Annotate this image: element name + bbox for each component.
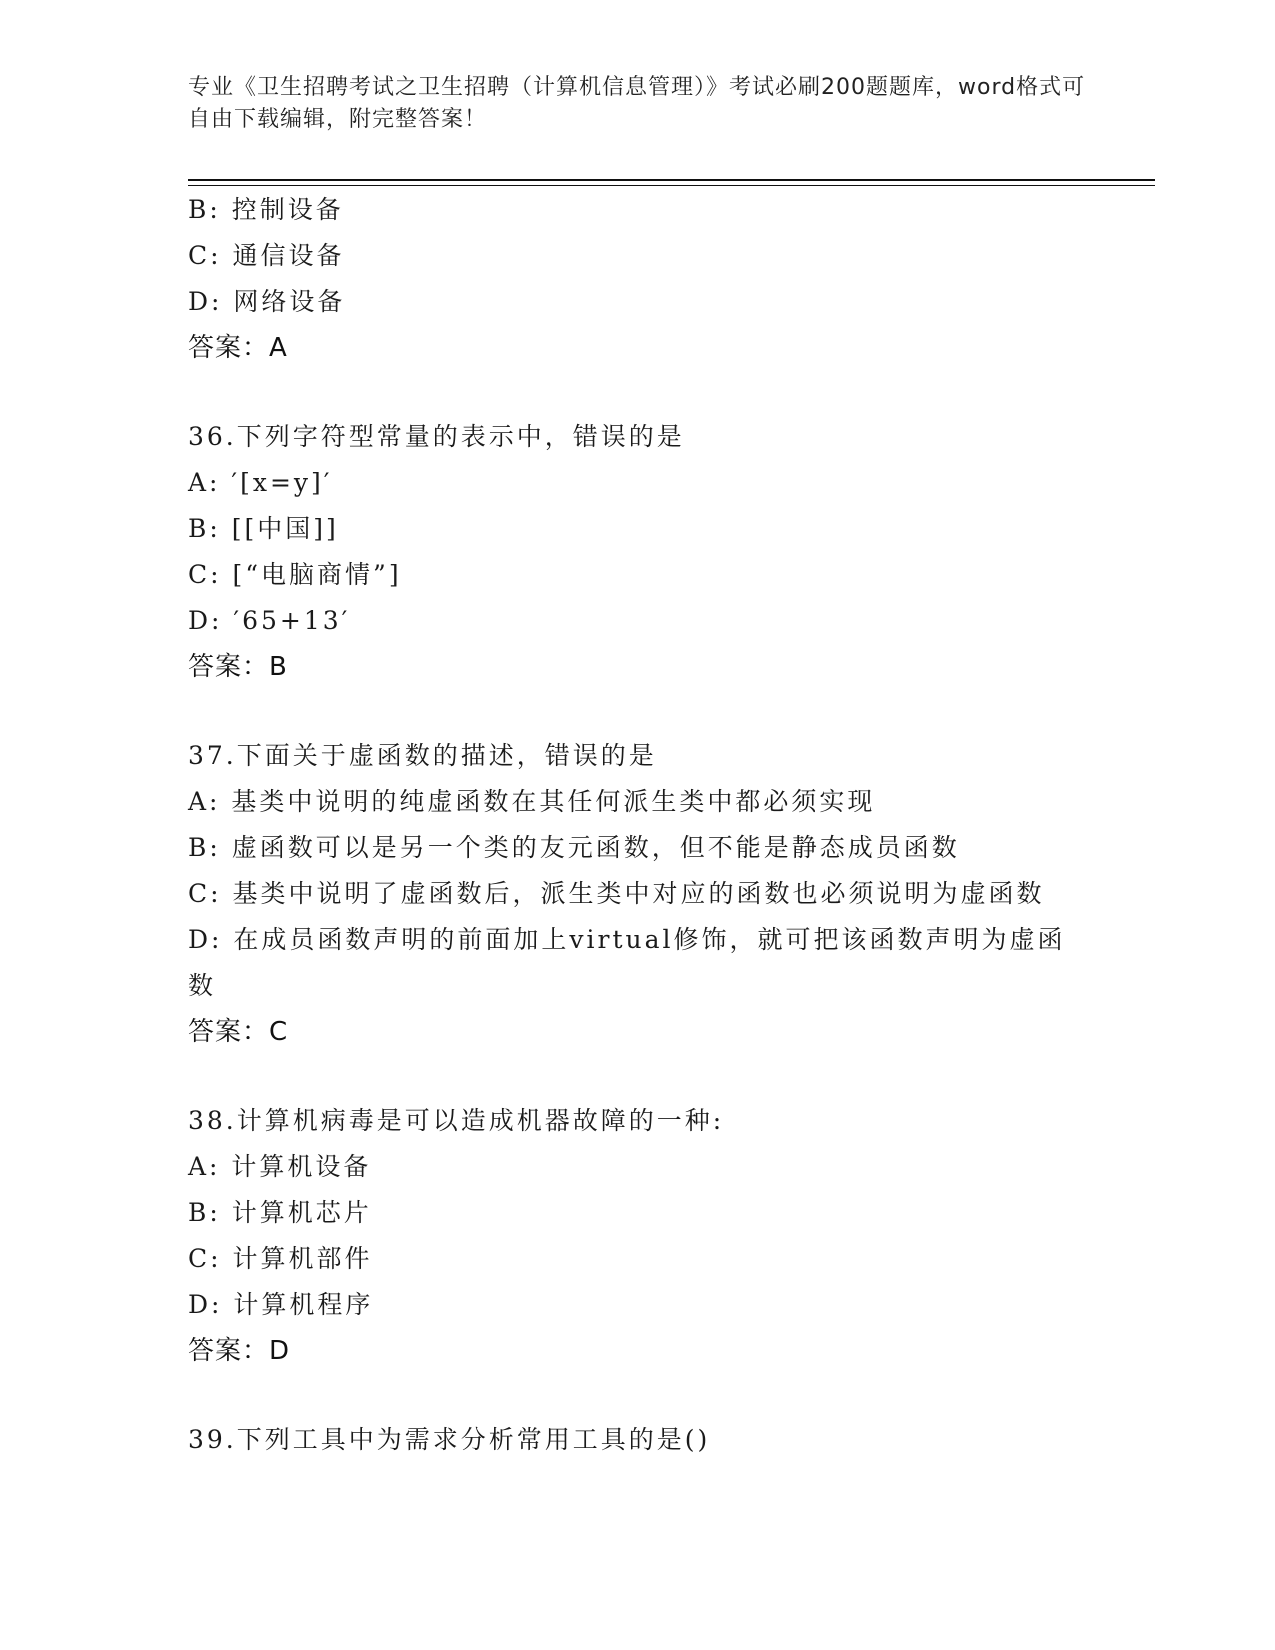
option-d: D: 网络设备 — [188, 287, 346, 316]
option-d: D: ′65+13′ — [188, 606, 351, 635]
option-b: B: 计算机芯片 — [188, 1198, 372, 1227]
option-a: A: ′[x=y]′ — [188, 468, 333, 497]
header-rule-thick — [188, 179, 1155, 181]
option-c: C: 通信设备 — [188, 241, 345, 270]
option-b: B: 控制设备 — [188, 195, 344, 224]
question-36 — [188, 414, 1088, 690]
option-c: C: 基类中说明了虚函数后，派生类中对应的函数也必须说明为虚函数 — [188, 879, 1045, 908]
option-d: D: 在成员函数声明的前面加上virtual修饰，就可把该函数声明为虚函数 — [188, 925, 1066, 1000]
header-rule-thin — [188, 185, 1155, 186]
question-37 — [188, 733, 1088, 1055]
option-d: D: 计算机程序 — [188, 1290, 374, 1319]
question-39 — [188, 1417, 1088, 1463]
answer-line: 答案：D — [188, 1336, 291, 1366]
option-a: A: 计算机设备 — [188, 1152, 372, 1181]
question-stem: 38.计算机病毒是可以造成机器故障的一种: — [188, 1106, 725, 1135]
option-c: C: [“电脑商情”] — [188, 560, 402, 589]
question-stem: 37.下面关于虚函数的描述，错误的是 — [188, 741, 657, 770]
option-c: C: 计算机部件 — [188, 1244, 373, 1273]
option-b: B: [[中国]] — [188, 514, 339, 543]
option-a: A: 基类中说明的纯虚函数在其任何派生类中都必须实现 — [188, 787, 876, 816]
question-stem: 36.下列字符型常量的表示中，错误的是 — [188, 422, 685, 451]
answer-line: 答案：C — [188, 1017, 289, 1047]
question-stem: 39.下列工具中为需求分析常用工具的是() — [188, 1425, 711, 1454]
question-list — [188, 187, 1088, 1463]
answer-line: 答案：A — [188, 333, 288, 363]
answer-line: 答案：B — [188, 652, 288, 682]
question-35-continued — [188, 187, 1088, 371]
document-header: 专业《卫生招聘考试之卫生招聘（计算机信息管理）》考试必刷200题题库，word格式可自由下载编辑，附完整答案！ — [188, 75, 1086, 132]
option-b: B: 虚函数可以是另一个类的友元函数，但不能是静态成员函数 — [188, 833, 960, 862]
question-38 — [188, 1098, 1088, 1374]
